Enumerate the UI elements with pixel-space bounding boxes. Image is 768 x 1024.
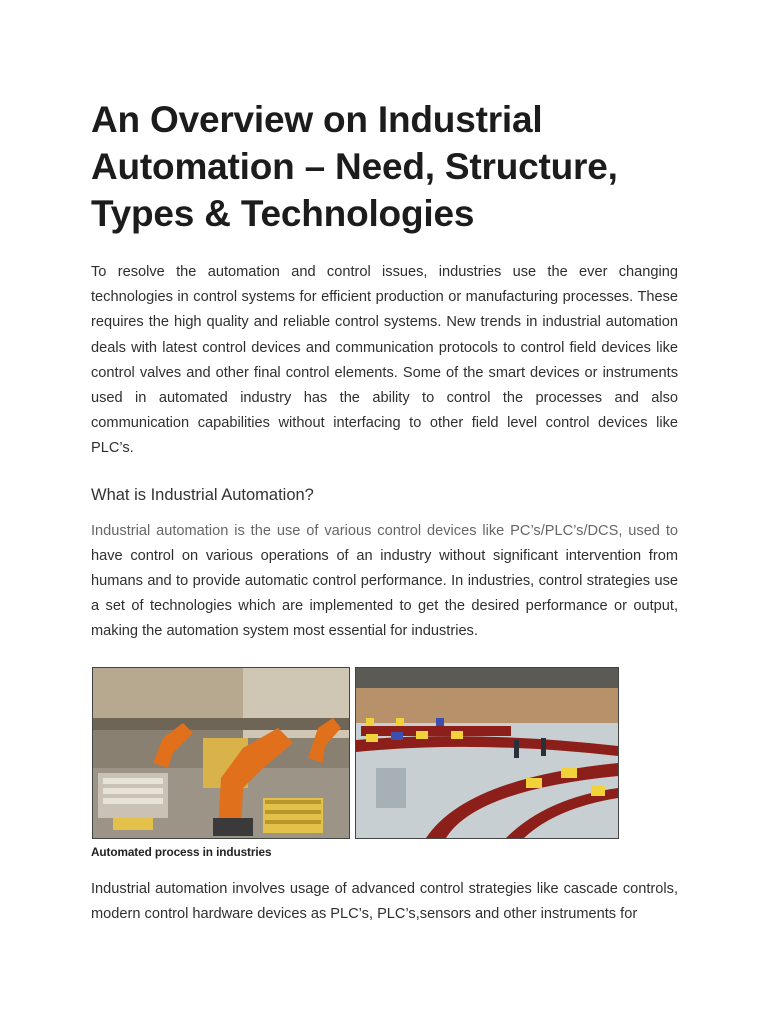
closing-paragraph: Industrial automation involves usage of advanced control strategies like cascade controls, modern control hardware devices as PLC’s, PLC’s,sensors and other instruments for xyxy=(91,880,678,922)
article xyxy=(91,96,678,927)
definition-paragraph xyxy=(91,519,678,645)
conveyor-warehouse-photo xyxy=(355,667,619,839)
figure-caption: Automated process in industries xyxy=(91,844,272,859)
section-heading: What is Industrial Automation? xyxy=(91,485,314,504)
robotic-arms-photo xyxy=(92,667,350,839)
intro-paragraph: To resolve the automation and control issues, industries use the ever changing technologies in control systems for efficient production or manufacturing processes. These requires the high quality and reliable control systems. New trends in industrial automation deals with latest control devices and communication protocols to control field devices like control valves and other final control elements. Some of the smart devices or instruments used in automated industry has the ability to control the processes and also communication capabilities without interfacing to other field level control devices like PLC’s. xyxy=(91,264,678,457)
definition-lead: Industrial automation is the use of various control devices like PC’s/PLC’s/DCS, used to xyxy=(91,522,678,539)
article-title: An Overview on Industrial Automation – Need, Structure, Types & Technologies xyxy=(91,99,618,234)
definition-body: have control on various operations of an industry without significant intervention from humans and to provide automatic control performance. In industries, control strategies use a set of technologies which are implemented to get the desired performance or output, making the automation system most essential for industries. xyxy=(91,547,678,640)
robotic-arms-icon xyxy=(93,668,349,838)
figure-row xyxy=(91,667,678,839)
conveyor-warehouse-icon xyxy=(356,668,618,838)
